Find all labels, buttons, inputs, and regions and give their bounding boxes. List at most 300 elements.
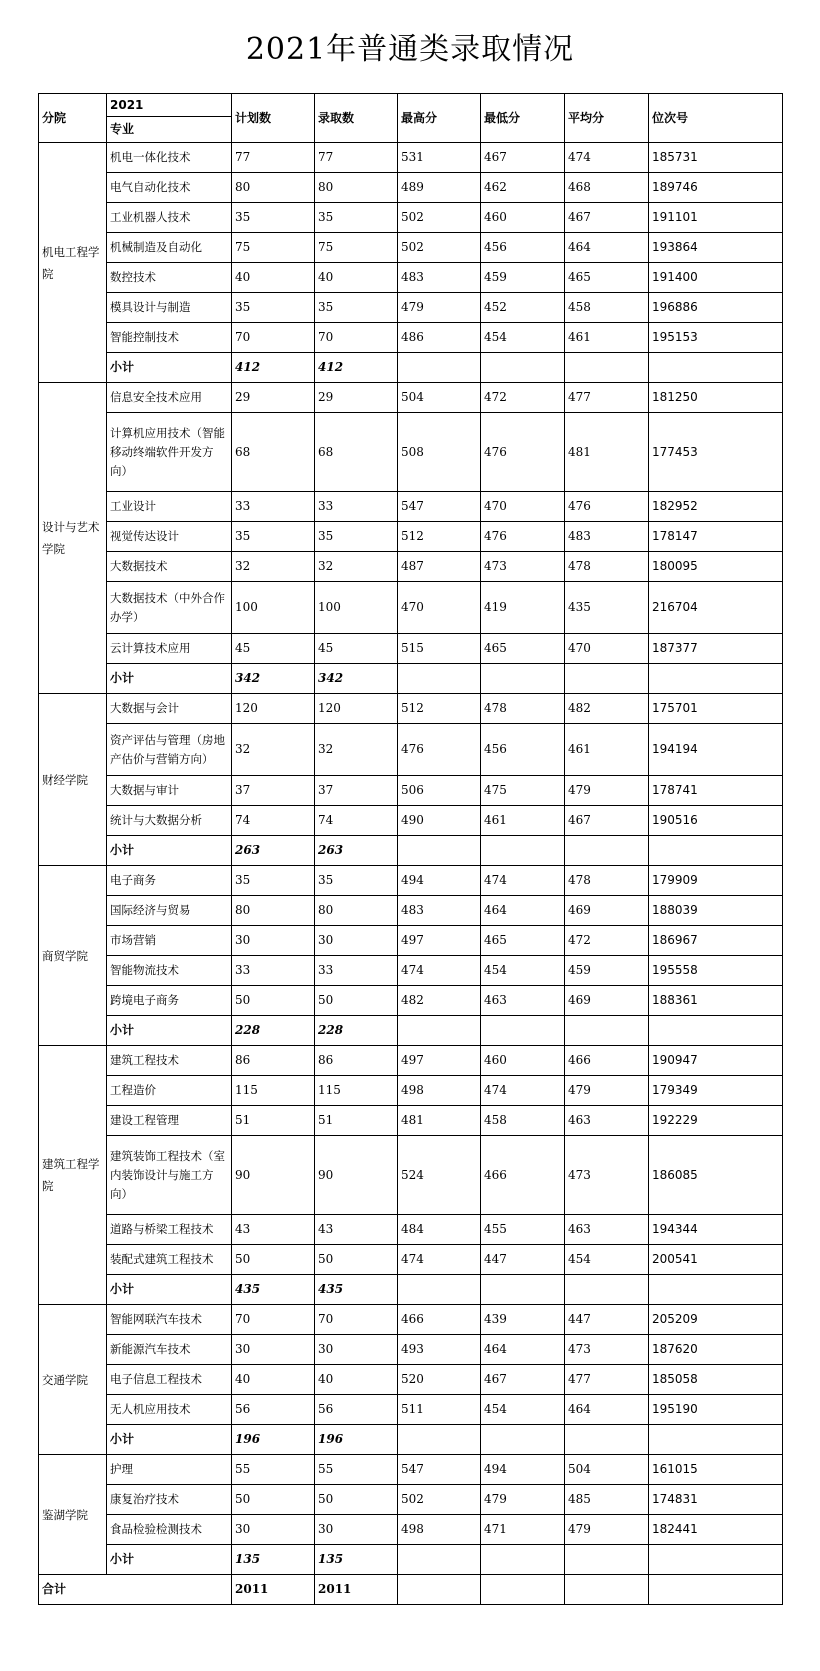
max-score-cell: 483 [398,263,481,293]
table-row [39,1245,783,1275]
table-row [39,1136,783,1215]
rank-cell: 195153 [649,323,783,353]
plan-cell: 30 [232,926,315,956]
plan-cell: 100 [232,582,315,634]
admit-cell: 80 [315,896,398,926]
max-score-cell: 531 [398,143,481,173]
rank-cell: 192229 [649,1106,783,1136]
major-cell: 工程造价 [107,1076,232,1106]
admit-cell: 30 [315,926,398,956]
header-rank: 位次号 [649,94,783,143]
max-score-cell: 486 [398,323,481,353]
max-score-cell: 502 [398,203,481,233]
college-cell: 设计与艺术学院 [39,383,107,694]
table-row [39,866,783,896]
avg-score-cell: 465 [565,263,649,293]
table-row [39,173,783,203]
table-row [39,293,783,323]
subtotal-label: 小计 [107,1425,232,1455]
college-cell: 机电工程学院 [39,143,107,383]
rank-cell: 191101 [649,203,783,233]
empty-cell [481,664,565,694]
min-score-cell: 462 [481,173,565,203]
plan-cell: 80 [232,173,315,203]
subtotal-row [39,836,783,866]
max-score-cell: 498 [398,1076,481,1106]
admit-cell: 30 [315,1515,398,1545]
total-admit: 2011 [315,1575,398,1605]
plan-cell: 86 [232,1046,315,1076]
max-score-cell: 470 [398,582,481,634]
subtotal-admit: 196 [315,1425,398,1455]
table-row [39,896,783,926]
admit-cell: 37 [315,776,398,806]
table-row [39,203,783,233]
rank-cell: 191400 [649,263,783,293]
avg-score-cell: 463 [565,1106,649,1136]
min-score-cell: 474 [481,866,565,896]
subtotal-row [39,664,783,694]
subtotal-label: 小计 [107,836,232,866]
rank-cell: 195190 [649,1395,783,1425]
table-row [39,323,783,353]
max-score-cell: 511 [398,1395,481,1425]
major-cell: 建筑装饰工程技术（室内装饰设计与施工方向） [107,1136,232,1215]
major-cell: 电气自动化技术 [107,173,232,203]
plan-cell: 33 [232,956,315,986]
major-cell: 模具设计与制造 [107,293,232,323]
max-score-cell: 494 [398,866,481,896]
admit-cell: 35 [315,203,398,233]
major-cell: 智能网联汽车技术 [107,1305,232,1335]
rank-cell: 178147 [649,522,783,552]
max-score-cell: 481 [398,1106,481,1136]
rank-cell: 161015 [649,1455,783,1485]
avg-score-cell: 481 [565,413,649,492]
college-cell: 鉴湖学院 [39,1455,107,1575]
empty-cell [481,836,565,866]
rank-cell: 193864 [649,233,783,263]
admit-cell: 70 [315,1305,398,1335]
table-row [39,956,783,986]
admit-cell: 32 [315,724,398,776]
major-cell: 装配式建筑工程技术 [107,1245,232,1275]
admit-cell: 50 [315,1245,398,1275]
empty-cell [481,1016,565,1046]
rank-cell: 187620 [649,1335,783,1365]
max-score-cell: 474 [398,956,481,986]
avg-score-cell: 483 [565,522,649,552]
min-score-cell: 479 [481,1485,565,1515]
total-row [39,1575,783,1605]
empty-cell [481,1275,565,1305]
college-cell: 交通学院 [39,1305,107,1455]
admit-cell: 90 [315,1136,398,1215]
subtotal-admit: 342 [315,664,398,694]
rank-cell: 178741 [649,776,783,806]
max-score-cell: 483 [398,896,481,926]
table-row [39,1076,783,1106]
plan-cell: 33 [232,492,315,522]
min-score-cell: 464 [481,896,565,926]
rank-cell: 182952 [649,492,783,522]
max-score-cell: 506 [398,776,481,806]
rank-cell: 185731 [649,143,783,173]
plan-cell: 75 [232,233,315,263]
rank-cell: 190516 [649,806,783,836]
max-score-cell: 497 [398,1046,481,1076]
page-title: 2021年普通类录取情况 [245,32,575,67]
avg-score-cell: 473 [565,1335,649,1365]
major-cell: 无人机应用技术 [107,1395,232,1425]
avg-score-cell: 458 [565,293,649,323]
table-row [39,1485,783,1515]
admit-cell: 50 [315,986,398,1016]
min-score-cell: 454 [481,1395,565,1425]
admit-cell: 45 [315,634,398,664]
min-score-cell: 460 [481,1046,565,1076]
min-score-cell: 473 [481,552,565,582]
min-score-cell: 455 [481,1215,565,1245]
major-cell: 视觉传达设计 [107,522,232,552]
admit-cell: 29 [315,383,398,413]
major-cell: 大数据技术（中外合作办学） [107,582,232,634]
avg-score-cell: 485 [565,1485,649,1515]
avg-score-cell: 461 [565,724,649,776]
min-score-cell: 458 [481,1106,565,1136]
max-score-cell: 484 [398,1215,481,1245]
max-score-cell: 466 [398,1305,481,1335]
table-row [39,383,783,413]
plan-cell: 68 [232,413,315,492]
empty-cell [398,353,481,383]
min-score-cell: 465 [481,634,565,664]
major-cell: 护理 [107,1455,232,1485]
subtotal-label: 小计 [107,353,232,383]
max-score-cell: 490 [398,806,481,836]
plan-cell: 35 [232,203,315,233]
avg-score-cell: 472 [565,926,649,956]
rank-cell: 216704 [649,582,783,634]
header-max: 最高分 [398,94,481,143]
rank-cell: 188361 [649,986,783,1016]
header-college: 分院 [39,94,107,143]
max-score-cell: 497 [398,926,481,956]
rank-cell: 194194 [649,724,783,776]
min-score-cell: 470 [481,492,565,522]
min-score-cell: 478 [481,694,565,724]
avg-score-cell: 479 [565,1515,649,1545]
subtotal-label: 小计 [107,1016,232,1046]
plan-cell: 77 [232,143,315,173]
admit-cell: 33 [315,492,398,522]
plan-cell: 35 [232,522,315,552]
min-score-cell: 464 [481,1335,565,1365]
max-score-cell: 547 [398,492,481,522]
college-cell: 财经学院 [39,694,107,866]
total-plan: 2011 [232,1575,315,1605]
empty-cell [565,664,649,694]
admit-cell: 51 [315,1106,398,1136]
subtotal-admit: 435 [315,1275,398,1305]
plan-cell: 35 [232,293,315,323]
major-cell: 电子商务 [107,866,232,896]
major-cell: 机电一体化技术 [107,143,232,173]
major-cell: 建设工程管理 [107,1106,232,1136]
major-cell: 统计与大数据分析 [107,806,232,836]
table-row [39,776,783,806]
college-cell: 建筑工程学院 [39,1046,107,1305]
admit-cell: 40 [315,1365,398,1395]
empty-cell [649,664,783,694]
major-cell: 国际经济与贸易 [107,896,232,926]
rank-cell: 179349 [649,1076,783,1106]
avg-score-cell: 478 [565,866,649,896]
max-score-cell: 482 [398,986,481,1016]
table-row [39,233,783,263]
max-score-cell: 512 [398,694,481,724]
empty-cell [565,1016,649,1046]
min-score-cell: 476 [481,522,565,552]
major-cell: 建筑工程技术 [107,1046,232,1076]
subtotal-row [39,1016,783,1046]
admit-cell: 35 [315,293,398,323]
avg-score-cell: 461 [565,323,649,353]
table-row [39,724,783,776]
max-score-cell: 504 [398,383,481,413]
major-cell: 大数据与会计 [107,694,232,724]
major-cell: 信息安全技术应用 [107,383,232,413]
admit-cell: 55 [315,1455,398,1485]
major-cell: 大数据与审计 [107,776,232,806]
empty-cell [649,1016,783,1046]
rank-cell: 186967 [649,926,783,956]
plan-cell: 90 [232,1136,315,1215]
avg-score-cell: 467 [565,203,649,233]
subtotal-admit: 412 [315,353,398,383]
admit-cell: 100 [315,582,398,634]
empty-cell [481,353,565,383]
admit-cell: 74 [315,806,398,836]
min-score-cell: 465 [481,926,565,956]
empty-cell [481,1575,565,1605]
avg-score-cell: 466 [565,1046,649,1076]
total-label: 合计 [39,1575,232,1605]
min-score-cell: 439 [481,1305,565,1335]
admit-cell: 50 [315,1485,398,1515]
header-admit: 录取数 [315,94,398,143]
admit-cell: 40 [315,263,398,293]
major-cell: 工业设计 [107,492,232,522]
max-score-cell: 474 [398,1245,481,1275]
avg-score-cell: 467 [565,806,649,836]
empty-cell [398,1016,481,1046]
admit-cell: 115 [315,1076,398,1106]
rank-cell: 205209 [649,1305,783,1335]
rank-cell: 175701 [649,694,783,724]
max-score-cell: 515 [398,634,481,664]
min-score-cell: 471 [481,1515,565,1545]
subtotal-row [39,1275,783,1305]
empty-cell [565,1425,649,1455]
table-row [39,143,783,173]
rank-cell: 180095 [649,552,783,582]
min-score-cell: 472 [481,383,565,413]
table-row [39,1215,783,1245]
major-cell: 工业机器人技术 [107,203,232,233]
admit-cell: 86 [315,1046,398,1076]
min-score-cell: 454 [481,956,565,986]
min-score-cell: 467 [481,1365,565,1395]
rank-cell: 189746 [649,173,783,203]
major-cell: 智能物流技术 [107,956,232,986]
avg-score-cell: 482 [565,694,649,724]
min-score-cell: 467 [481,143,565,173]
table-row [39,986,783,1016]
major-cell: 新能源汽车技术 [107,1335,232,1365]
admit-cell: 75 [315,233,398,263]
subtotal-plan: 263 [232,836,315,866]
subtotal-admit: 228 [315,1016,398,1046]
empty-cell [649,836,783,866]
admit-cell: 120 [315,694,398,724]
plan-cell: 80 [232,896,315,926]
empty-cell [398,1575,481,1605]
table-row [39,582,783,634]
plan-cell: 56 [232,1395,315,1425]
max-score-cell: 479 [398,293,481,323]
min-score-cell: 460 [481,203,565,233]
header-avg: 平均分 [565,94,649,143]
plan-cell: 120 [232,694,315,724]
plan-cell: 45 [232,634,315,664]
plan-cell: 115 [232,1076,315,1106]
rank-cell: 177453 [649,413,783,492]
subtotal-plan: 412 [232,353,315,383]
rank-cell: 194344 [649,1215,783,1245]
empty-cell [649,353,783,383]
min-score-cell: 452 [481,293,565,323]
max-score-cell: 520 [398,1365,481,1395]
avg-score-cell: 464 [565,233,649,263]
plan-cell: 40 [232,1365,315,1395]
table-row [39,1455,783,1485]
plan-cell: 43 [232,1215,315,1245]
rank-cell: 179909 [649,866,783,896]
avg-score-cell: 469 [565,986,649,1016]
min-score-cell: 475 [481,776,565,806]
avg-score-cell: 469 [565,896,649,926]
major-cell: 数控技术 [107,263,232,293]
rank-cell: 185058 [649,1365,783,1395]
empty-cell [565,1275,649,1305]
table-row [39,552,783,582]
plan-cell: 37 [232,776,315,806]
major-cell: 机械制造及自动化 [107,233,232,263]
empty-cell [398,1275,481,1305]
header-year: 2021 [107,94,232,117]
avg-score-cell: 479 [565,776,649,806]
avg-score-cell: 470 [565,634,649,664]
avg-score-cell: 459 [565,956,649,986]
admit-cell: 35 [315,866,398,896]
max-score-cell: 493 [398,1335,481,1365]
plan-cell: 35 [232,866,315,896]
min-score-cell: 456 [481,233,565,263]
min-score-cell: 476 [481,413,565,492]
rank-cell: 200541 [649,1245,783,1275]
avg-score-cell: 477 [565,383,649,413]
min-score-cell: 494 [481,1455,565,1485]
max-score-cell: 547 [398,1455,481,1485]
header-major: 专业 [107,117,232,143]
major-cell: 大数据技术 [107,552,232,582]
major-cell: 资产评估与管理（房地产估价与营销方向） [107,724,232,776]
table-row [39,806,783,836]
table-row [39,1365,783,1395]
subtotal-label: 小计 [107,1275,232,1305]
max-score-cell: 498 [398,1515,481,1545]
rank-cell: 196886 [649,293,783,323]
plan-cell: 50 [232,986,315,1016]
plan-cell: 74 [232,806,315,836]
college-cell: 商贸学院 [39,866,107,1046]
admit-cell: 68 [315,413,398,492]
major-cell: 智能控制技术 [107,323,232,353]
avg-score-cell: 478 [565,552,649,582]
avg-score-cell: 479 [565,1076,649,1106]
subtotal-plan: 228 [232,1016,315,1046]
plan-cell: 30 [232,1515,315,1545]
table-row [39,263,783,293]
admit-cell: 77 [315,143,398,173]
rank-cell: 174831 [649,1485,783,1515]
admission-table [38,93,783,1605]
empty-cell [398,664,481,694]
avg-score-cell: 463 [565,1215,649,1245]
avg-score-cell: 504 [565,1455,649,1485]
plan-cell: 55 [232,1455,315,1485]
plan-cell: 70 [232,323,315,353]
admit-cell: 80 [315,173,398,203]
plan-cell: 32 [232,724,315,776]
min-score-cell: 466 [481,1136,565,1215]
empty-cell [649,1575,783,1605]
major-cell: 食品检验检测技术 [107,1515,232,1545]
max-score-cell: 502 [398,233,481,263]
empty-cell [398,1425,481,1455]
header-min: 最低分 [481,94,565,143]
min-score-cell: 459 [481,263,565,293]
empty-cell [649,1545,783,1575]
admit-cell: 43 [315,1215,398,1245]
subtotal-plan: 135 [232,1545,315,1575]
plan-cell: 30 [232,1335,315,1365]
empty-cell [565,1575,649,1605]
table-row [39,1515,783,1545]
max-score-cell: 476 [398,724,481,776]
empty-cell [398,836,481,866]
major-cell: 道路与桥梁工程技术 [107,1215,232,1245]
max-score-cell: 524 [398,1136,481,1215]
min-score-cell: 454 [481,323,565,353]
major-cell: 计算机应用技术（智能移动终端软件开发方向） [107,413,232,492]
plan-cell: 29 [232,383,315,413]
plan-cell: 40 [232,263,315,293]
min-score-cell: 474 [481,1076,565,1106]
plan-cell: 51 [232,1106,315,1136]
table-row [39,1305,783,1335]
